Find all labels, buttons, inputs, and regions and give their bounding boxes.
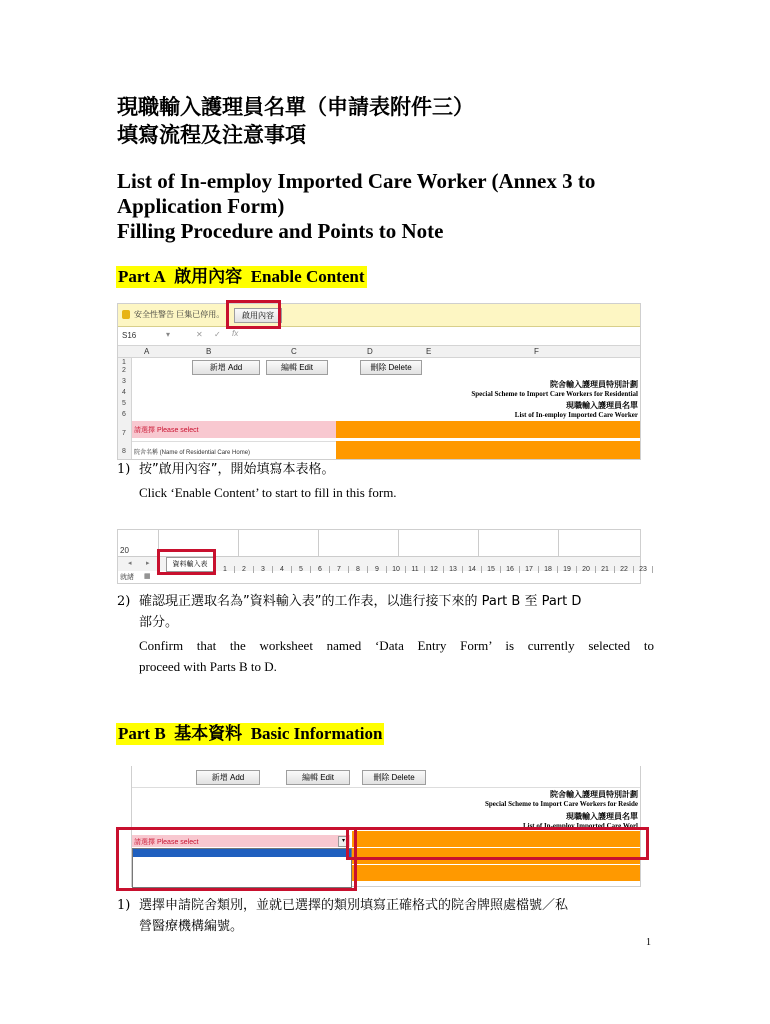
step-en: Click ‘Enable Content’ to start to fill in this form. (139, 485, 397, 500)
column-header: D (367, 347, 373, 356)
page-number: 1 (646, 937, 651, 948)
column-header: A (144, 347, 150, 356)
column-header: C (291, 347, 297, 356)
category-select-label: 請選擇 Please select (134, 839, 199, 846)
column-header: F (534, 347, 539, 356)
row-number: 4 (122, 389, 126, 396)
sheet-tab-data-entry[interactable]: 資料輸入表 (166, 557, 214, 572)
title-en-line3: Filling Procedure and Points to Note (117, 219, 444, 243)
part-a-en: Enable Content (250, 267, 365, 286)
step-number: 1) (117, 898, 131, 913)
security-warning-text: 安全性警告 巨集已停用。 (134, 310, 225, 319)
part-b-heading (116, 723, 384, 745)
add-button[interactable]: 新增 Add (192, 360, 260, 375)
sheet-tab-number[interactable]: 8 (349, 566, 368, 573)
row-number: 1 (122, 359, 126, 366)
chevron-down-icon[interactable]: ▾ (166, 330, 171, 339)
part-a-step-1 (117, 459, 657, 503)
sheet-tab-number[interactable]: 20 (577, 566, 596, 573)
sheet-tab-number[interactable]: 17 (520, 566, 539, 573)
sheet-tab-number[interactable]: 22 (615, 566, 634, 573)
scroll-left-icon[interactable]: ◂ (128, 560, 132, 567)
part-b-label: Part B (118, 724, 166, 743)
formula-bar (118, 327, 640, 346)
sheet-tab-number[interactable]: 14 (463, 566, 482, 573)
title-en-line2: Application Form) (117, 194, 285, 218)
sheet-tab-number[interactable]: 6 (311, 566, 330, 573)
edit-button[interactable]: 編輯 Edit (266, 360, 328, 375)
sheet-tab-number[interactable]: 11 (406, 566, 425, 573)
part-b-en: Basic Information (250, 724, 383, 743)
excel-screenshot-enable-content (117, 303, 641, 460)
step-number: 1) (117, 462, 131, 477)
row-number: 2 (122, 367, 126, 374)
shield-icon (122, 310, 130, 319)
orange-input-cell[interactable] (336, 421, 640, 438)
sheet-tab-number[interactable]: 16 (501, 566, 520, 573)
step-zh-line2: 部分。 (139, 615, 179, 630)
step-zh-line2: 營醫療機構編號。 (139, 919, 244, 934)
add-button[interactable]: 新增 Add (196, 770, 260, 785)
function-icon[interactable]: fx (232, 329, 239, 338)
edit-button[interactable]: 編輯 Edit (286, 770, 350, 785)
row-number: 20 (120, 546, 129, 555)
sheet-tab-number[interactable]: 21 (596, 566, 615, 573)
column-header: B (206, 347, 212, 356)
list-title-zh: 現職輸入護理員名單 (566, 812, 638, 821)
list-title-zh: 現職輸入護理員名單 (566, 401, 638, 410)
enable-content-button[interactable]: 啟用內容 (234, 308, 282, 323)
scroll-right-icon[interactable]: ▸ (146, 560, 150, 567)
security-warning-bar (118, 304, 640, 327)
row-number: 8 (122, 448, 126, 455)
part-b-zh: 基本資料 (174, 724, 243, 744)
sheet-tab-number[interactable]: 2 (235, 566, 254, 573)
title-zh-line1: 現職輸入護理員名單（申請表附件三） (117, 95, 474, 119)
home-name-row (132, 441, 336, 460)
scheme-title-zh: 院舍輸入護理員特別計劃 (550, 790, 638, 799)
home-name-label: 院舍名稱 (Name of Residential Care Home) (134, 450, 251, 456)
name-box[interactable]: S16 (122, 331, 137, 340)
step-zh-line1: 選擇申請院舍類別，並就已選擇的類別填寫正確格式的院舍牌照處檔號／私 (139, 898, 569, 913)
column-header: E (426, 347, 432, 356)
part-a-step-2 (117, 591, 657, 681)
part-a-zh: 啟用內容 (174, 267, 243, 287)
highlight-box-sheet-tab (157, 549, 216, 575)
row-number: 3 (122, 378, 126, 385)
category-select-label: 請選擇 Please select (134, 427, 199, 434)
step-en-line2: proceed with Parts B to D. (139, 659, 277, 674)
cancel-icon[interactable]: ✕ (196, 330, 203, 339)
column-headers (118, 346, 640, 358)
list-title-en: List of In-employ Imported Care Worker (514, 411, 638, 419)
step-en-line1: Confirm that the worksheet named ‘Data Entry Form’ is currently selected to (139, 638, 654, 653)
sheet-tab-number[interactable]: 23 (634, 566, 653, 573)
sheet-tab-number[interactable]: 9 (368, 566, 387, 573)
scheme-title-en: Special Scheme to Import Care Workers for Reside (484, 800, 638, 808)
delete-button[interactable]: 刪除 Delete (362, 770, 426, 785)
sheet-tab-number[interactable]: 4 (273, 566, 292, 573)
row-number: 6 (122, 411, 126, 418)
sheet-tab-number[interactable]: 18 (539, 566, 558, 573)
part-b-step-1 (117, 895, 657, 939)
row-number: 5 (122, 400, 126, 407)
delete-button[interactable]: 刪除 Delete (360, 360, 422, 375)
part-a-label: Part A (118, 267, 166, 286)
step-zh: 按”啟用內容”，開始填寫本表格。 (139, 462, 335, 477)
sheet-tab-number[interactable]: 3 (254, 566, 273, 573)
title-zh-line2: 填寫流程及注意事項 (117, 123, 306, 147)
list-title-en: List of In-employ Imported Care Worl (522, 822, 638, 830)
check-icon[interactable]: ✓ (214, 330, 221, 339)
status-ready: 就緒 (120, 573, 134, 581)
sheet-tab-number[interactable]: 5 (292, 566, 311, 573)
scheme-title-en: Special Scheme to Import Care Workers for Residential (471, 390, 638, 398)
orange-input-cell[interactable] (352, 865, 640, 881)
sheet-tab-number[interactable]: 19 (558, 566, 577, 573)
sheet-tab-number[interactable]: 15 (482, 566, 501, 573)
home-name-input[interactable] (336, 441, 640, 459)
sheet-tab-number[interactable]: 7 (330, 566, 349, 573)
title-en-line1: List of In-employ Imported Care Worker (Annex 3 to (117, 169, 596, 193)
scheme-title-zh: 院舍輸入護理員特別計劃 (550, 380, 638, 389)
sheet-tab-number[interactable]: 10 (387, 566, 406, 573)
highlight-box-enable-content (226, 300, 281, 329)
row-number: 7 (122, 430, 126, 437)
sheet-tab-number[interactable]: 1 (216, 566, 235, 573)
sheet-tab-number[interactable]: 12 (425, 566, 444, 573)
highlight-box-category-select (116, 827, 357, 891)
dropdown-arrow-icon[interactable]: ▾ (338, 836, 349, 847)
sheet-icon: ▦ (144, 573, 151, 580)
row-headers (118, 358, 132, 459)
part-a-heading (116, 266, 367, 288)
category-select-cell[interactable] (132, 421, 336, 438)
step-number: 2) (117, 594, 131, 609)
highlight-box-input-fields (346, 827, 649, 860)
sheet-tab-number[interactable]: 13 (444, 566, 463, 573)
step-zh-line1: 確認現正選取名為”資料輸入表”的工作表，以進行接下來的 Part B 至 Part D (139, 594, 582, 609)
